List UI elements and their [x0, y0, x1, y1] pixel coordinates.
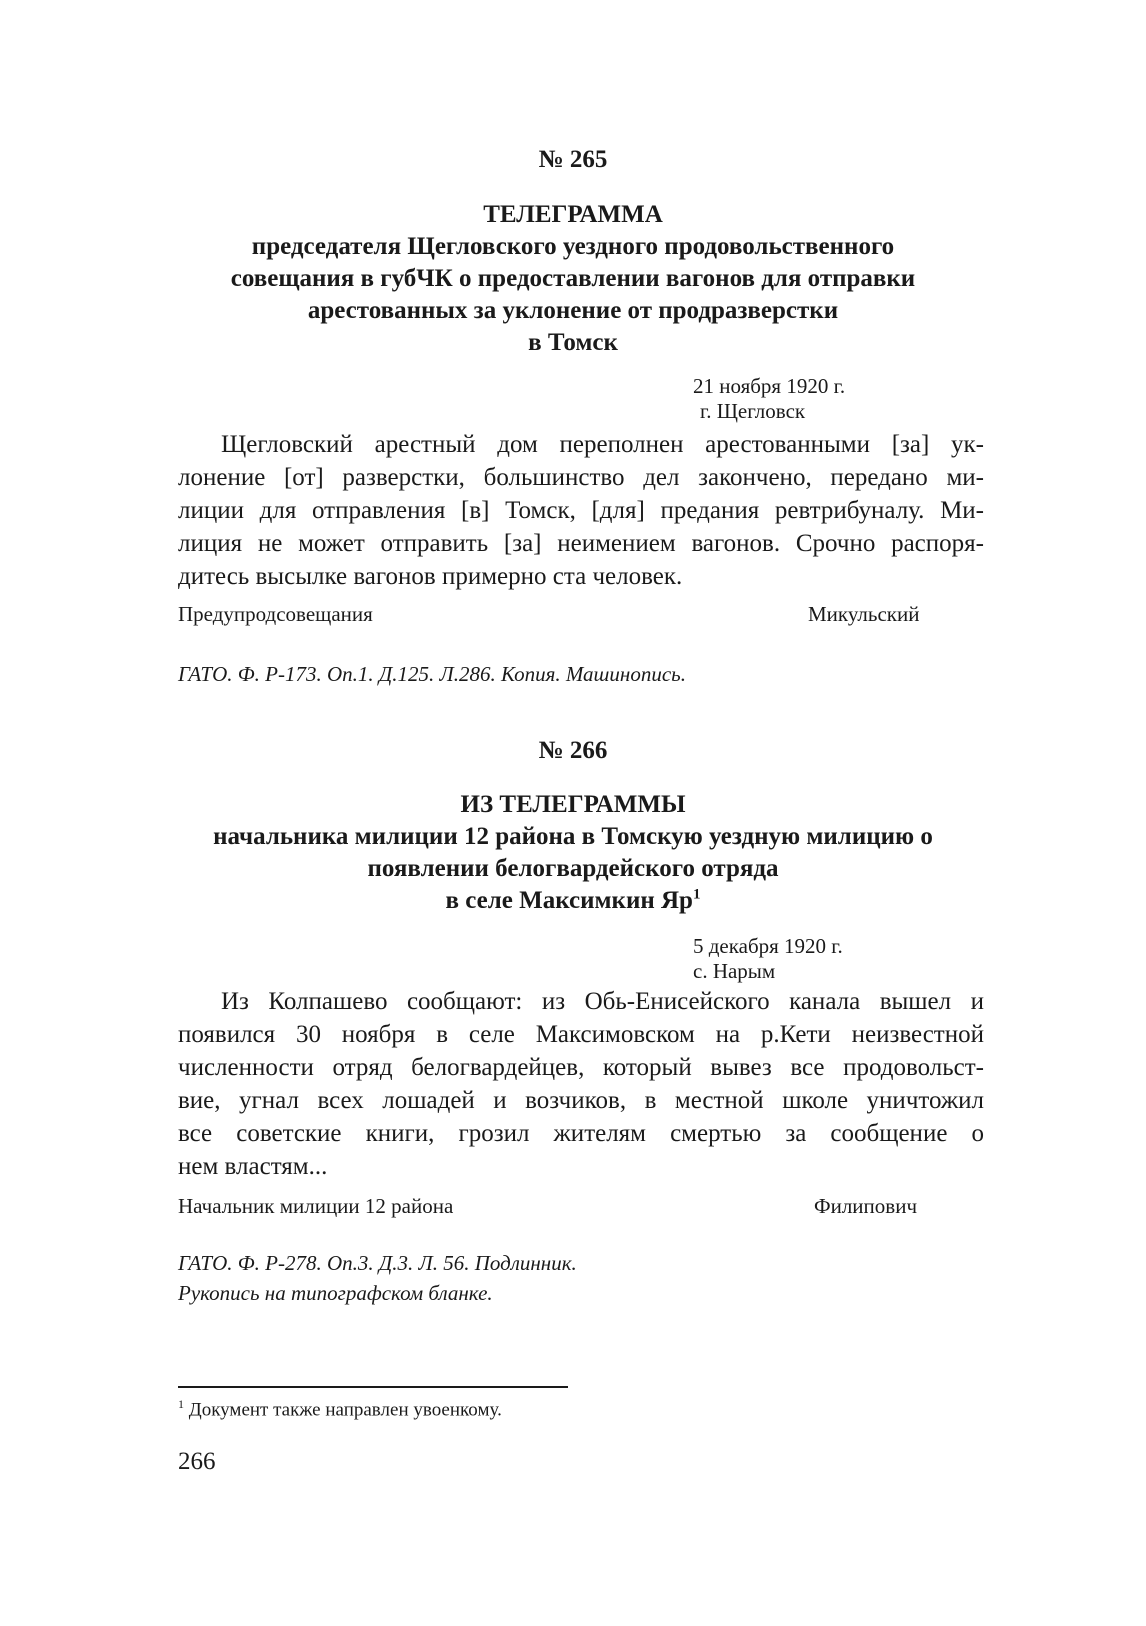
doc265-body-line: дитесь высылке вагонов примерно ста человек. — [178, 563, 683, 590]
doc265-kind: ТЕЛЕГРАММА — [483, 201, 663, 228]
doc266-title-line-last — [150, 885, 996, 917]
footnote-text: Документ также направлен увоенкому. — [184, 1399, 502, 1421]
doc266-body-line: появился 30 ноября в селе Максимовском на р.Кети неизвестной — [178, 1021, 984, 1048]
footnote — [178, 1397, 502, 1421]
doc265-archive-reference: ГАТО. Ф. Р-173. Оп.1. Д.125. Л.286. Копия. Машинопись. — [178, 662, 686, 686]
doc266-signature-role: Начальник милиции 12 района — [178, 1194, 454, 1218]
doc266-date: 5 декабря 1920 г. — [693, 934, 843, 958]
doc265-title-line: председателя Щегловского уездного продовольственного — [251, 233, 895, 260]
doc266-archive-line: Рукопись на типографском бланке. — [178, 1281, 493, 1305]
doc265-number: № 265 — [538, 146, 608, 173]
doc266-archive-line: ГАТО. Ф. Р-278. Оп.3. Д.3. Л. 56. Подлинник. — [178, 1251, 577, 1275]
doc266-title-line: начальника милиции 12 района в Томскую уездную милицию о — [213, 823, 933, 850]
doc266-body-line: вие, угнал всех лошадей и возчиков, в местной школе уничтожил — [178, 1087, 984, 1114]
doc266-archive-reference — [178, 1248, 577, 1308]
doc265-place: г. Щегловск — [700, 399, 806, 423]
doc265-body-line: лонение [от] разверстки, большинство дел закончено, передано ми- — [178, 464, 984, 491]
doc266-place: с. Нарым — [693, 959, 776, 983]
doc266-title-line: появлении белогвардейского отряда — [367, 855, 779, 882]
doc265-body-line: лиции для отправления [в] Томск, [для] предания ревтрибуналу. Ми- — [178, 497, 984, 524]
doc266-body-line: Из Колпашево сообщают: из Обь-Енисейского канала вышел и — [221, 988, 984, 1015]
doc265-date: 21 ноября 1920 г. — [693, 374, 846, 398]
doc265-title-line: в Томск — [528, 329, 618, 356]
doc266-body — [178, 985, 984, 1183]
doc266-number: № 266 — [538, 737, 608, 764]
doc266-signature-name: Филипович — [814, 1194, 918, 1218]
doc265-body-line: лиция не может отправить [за] неимением вагонов. Срочно распоря- — [178, 530, 984, 557]
doc266-kind: ИЗ ТЕЛЕГРАММЫ — [460, 791, 686, 818]
doc265-title-line: совещания в губЧК о предоставлении вагонов для отправки — [230, 265, 916, 292]
footnote-divider — [178, 1386, 568, 1388]
doc265-body-line: Щегловский арестный дом переполнен арестованными [за] ук- — [221, 431, 984, 458]
doc265-signature-name: Микульский — [808, 602, 920, 626]
doc265-title — [150, 199, 996, 359]
doc266-body-line: все советские книги, грозил жителям смертью за сообщение о — [178, 1120, 984, 1147]
footnote-marker: 1 — [178, 1397, 184, 1411]
footnote-reference: 1 — [692, 886, 701, 903]
doc266-title — [150, 789, 996, 917]
page-number: 266 — [178, 1448, 216, 1475]
doc265-signature-role: Предупродсовещания — [178, 602, 373, 626]
doc265-title-line: арестованных за уклонение от продразверстки — [307, 297, 839, 324]
doc266-body-line: численности отряд белогвардейцев, который вывез все продовольст- — [178, 1054, 984, 1081]
doc265-body — [178, 428, 984, 593]
doc266-body-line: нем властям... — [178, 1153, 328, 1180]
doc266-title-line: в селе Максимкин Яр — [445, 887, 693, 914]
